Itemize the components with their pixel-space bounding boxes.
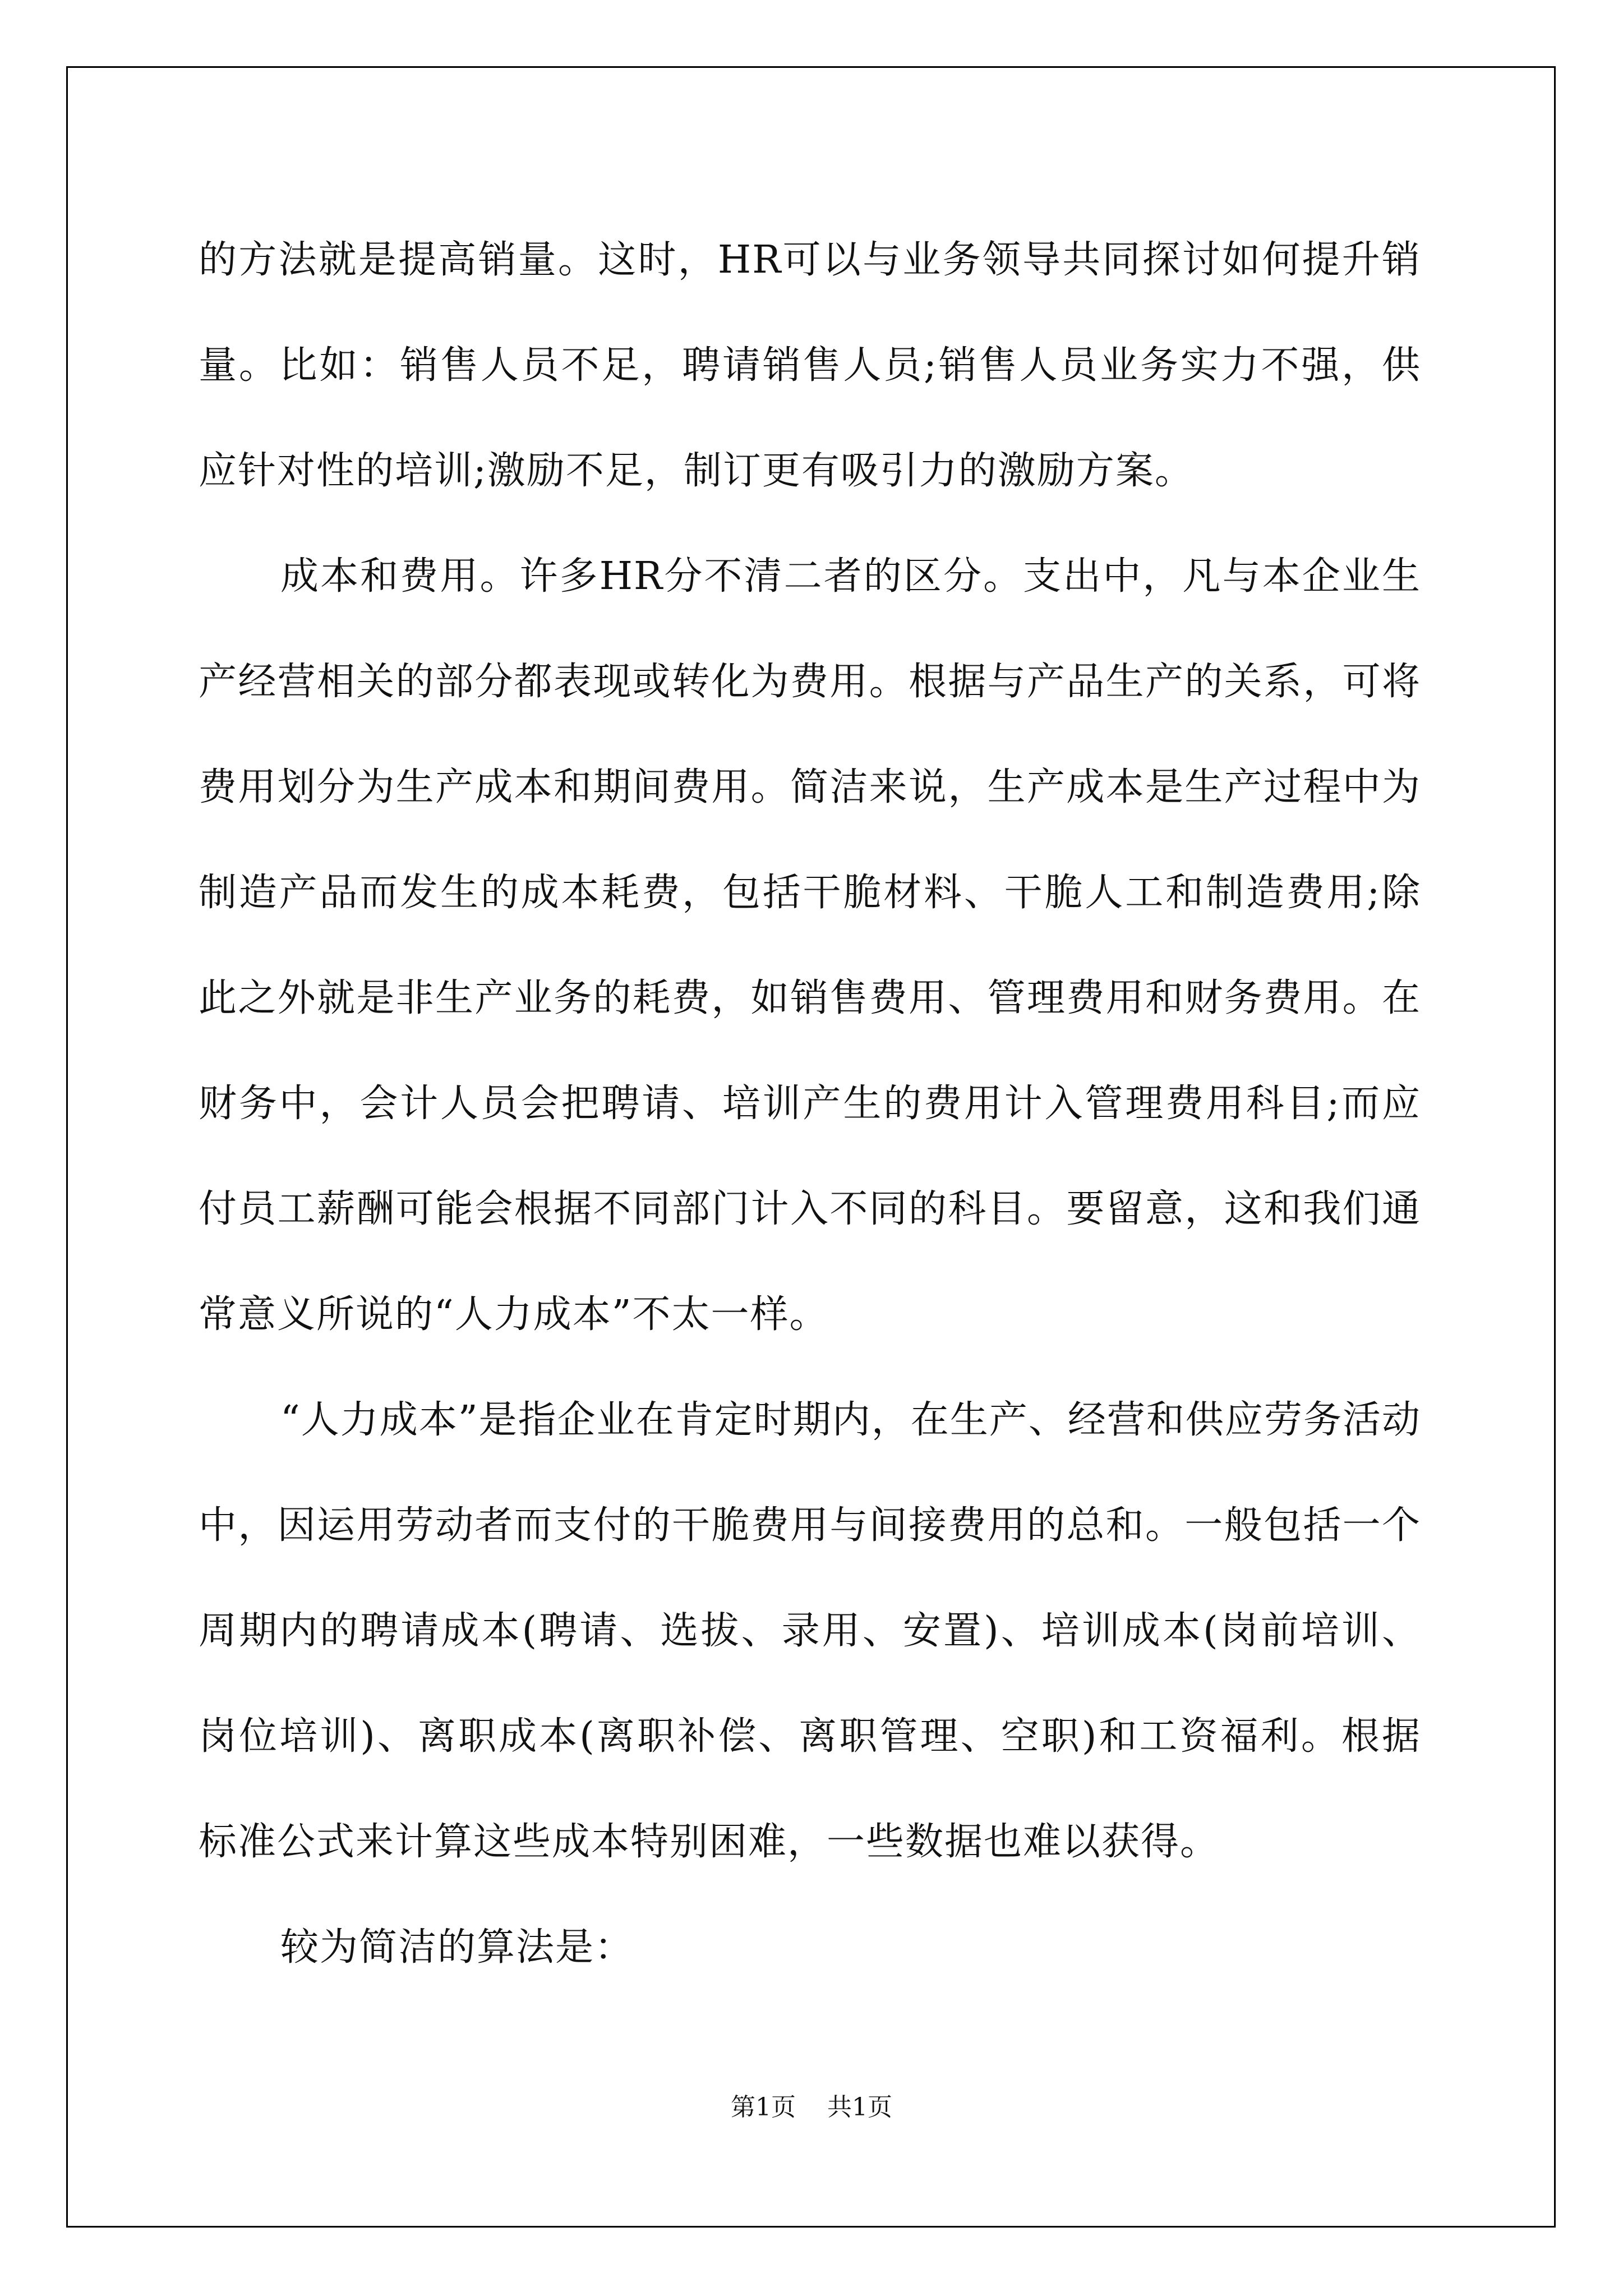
paragraph-sales: 的方法就是提高销量。这时，HR可以与业务领导共同探讨如何提升销量。比如：销售人员不足，聘请销售人员;销售人员业务实力不强，供应针对性的培训;激励不足，制订更有吸引力的激励方案。 xyxy=(199,238,1421,493)
page-footer xyxy=(0,2087,1623,2123)
paragraph-simple-method: 较为简洁的算法是： xyxy=(280,1925,634,1970)
paragraph-cost-and-expense: 成本和费用。许多HR分不清二者的区分。支出中，凡与本企业生产经营相关的部分都表现或转化为费用。根据与产品生产的关系，可将费用划分为生产成本和期间费用。简洁来说，生产成本是生产过程中为制造产品而发生的成本耗费，包括干脆材料、干脆人工和制造费用;除此之外就是非生产业务的耗费，如销售费用、管理费用和财务费用。在财务中，会计人员会把聘请、培训产生的费用计入管理费用科目;而应付员工薪酬可能会根据不同部门计入不同的科目。要留意，这和我们通常意义所说的“人力成本”不太一样。 xyxy=(199,554,1421,1337)
page-total: 共1页 xyxy=(827,2093,892,2122)
page-number: 第1页 xyxy=(731,2093,796,2122)
paragraph-labor-cost: “人力成本”是指企业在肯定时期内，在生产、经营和供应劳务活动中，因运用劳动者而支付的干脆费用与间接费用的总和。一般包括一个周期内的聘请成本(聘请、选拔、录用、安置)、培训成本(岗前培训、岗位培训)、离职成本(离职补偿、离职管理、空职)和工资福利。根据标准公式来计算这些成本特别困难，一些数据也难以获得。 xyxy=(199,1398,1421,1864)
document-body xyxy=(199,208,1421,2000)
